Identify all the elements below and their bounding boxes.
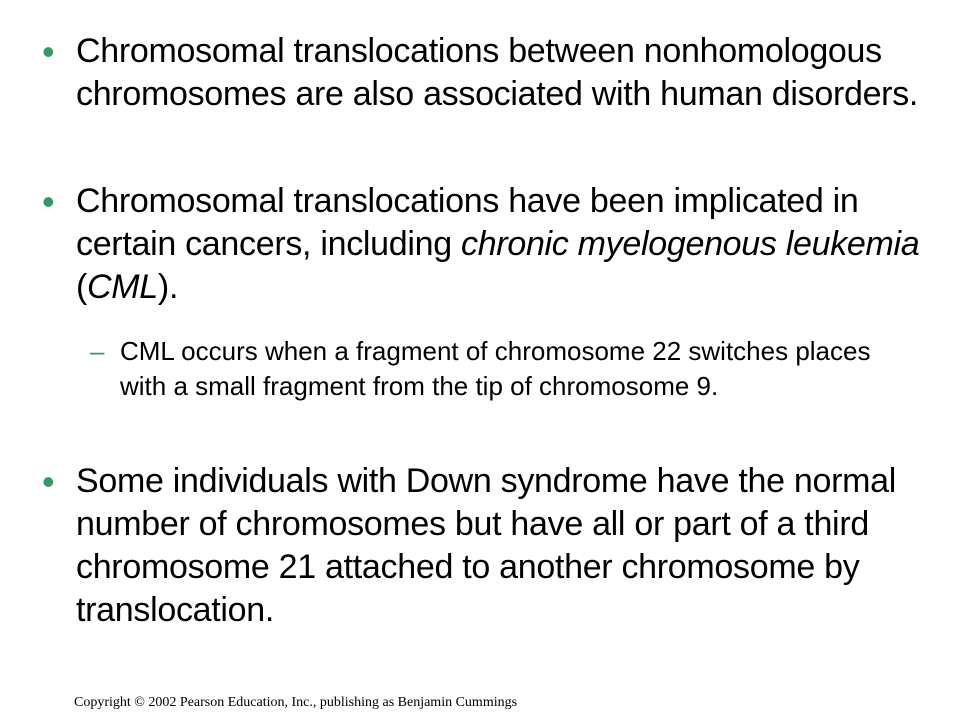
sub-bullet-text: CML occurs when a fragment of chromosome 22 switches places with a small fragment from the tip of chromosome 9. bbox=[120, 336, 871, 401]
bullet-item-translocations-cancers bbox=[42, 180, 922, 309]
italic-term-cml-full: chronic myelogenous leukemia bbox=[461, 225, 920, 263]
italic-term-cml-abbrev: CML bbox=[87, 268, 158, 306]
bullet-text: Chromosomal translocations between nonhomologous chromosomes are also associated with human disorders. bbox=[76, 32, 919, 113]
bullet-marker: • bbox=[42, 461, 55, 502]
bullet-marker: • bbox=[42, 31, 55, 72]
bullet-text-part: ( bbox=[76, 268, 88, 306]
bullet-text bbox=[76, 180, 922, 309]
bullet-text-part: Chromosomal translocations have been implicated in certain cancers, including bbox=[76, 182, 859, 263]
bullet-item-down-syndrome bbox=[42, 460, 922, 632]
bullet-item-translocations-disorders bbox=[42, 30, 922, 116]
bullet-text-part: ). bbox=[157, 268, 179, 306]
bullet-text: Some individuals with Down syndrome have the normal number of chromosomes but have all or part of a third chromosome 21 attached to another chromosome by translocation. bbox=[76, 462, 896, 629]
bullet-marker: • bbox=[42, 181, 55, 222]
sub-bullet-marker: – bbox=[90, 336, 105, 366]
copyright-notice: Copyright © 2002 Pearson Education, Inc., publishing as Benjamin Cummings bbox=[74, 695, 518, 710]
sub-bullet-item-cml bbox=[90, 334, 910, 404]
